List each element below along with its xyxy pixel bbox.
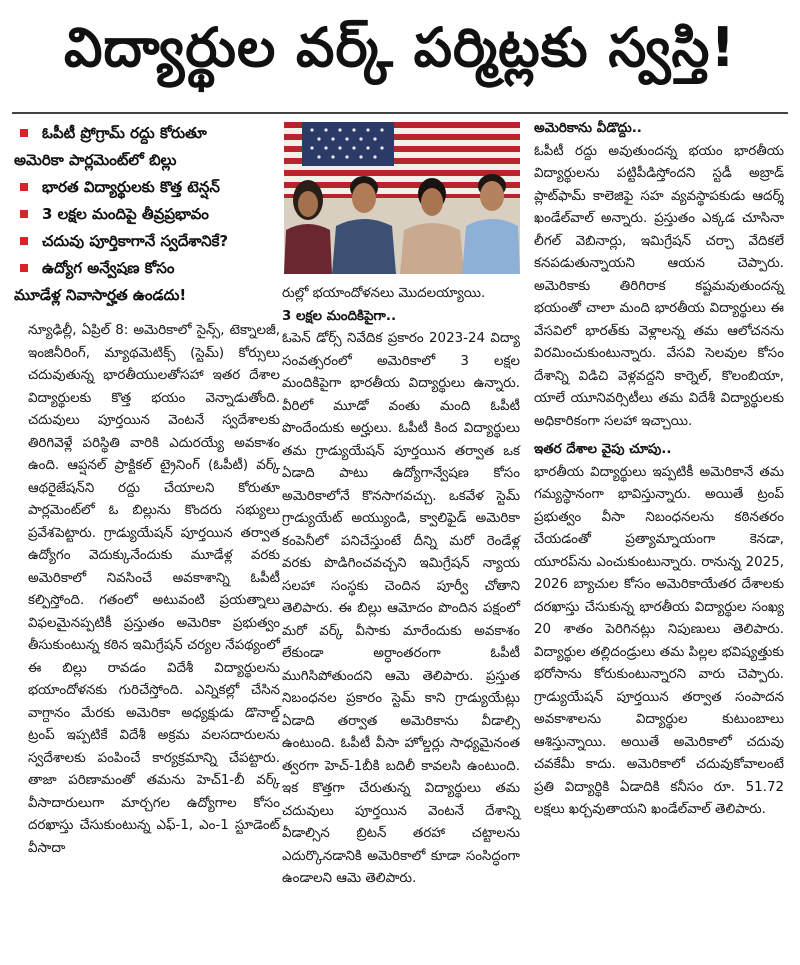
headline-rule <box>12 112 788 114</box>
article-paragraph: రుల్లో భయాందోళనలు మొదలయ్యాయి. <box>282 286 486 301</box>
bullet-item: భారత విద్యార్థులకు కొత్త టెన్షన్ <box>14 174 276 201</box>
bullet-square-icon <box>20 264 28 272</box>
article-column-1 <box>28 320 280 860</box>
article-paragraph: ఓపెన్ డోర్స్ నివేదిక ప్రకారం 2023-24 విద్యా సంవత్సరంలో అమెరికాలో 3 లక్షల మందికిపైగా భారతీయ విద్యార్థులు ఉన్నారు. వీరిలో మూడో వంతు మంది ఓపీటీ పొందేందుకు అర్హులు. ఓపీటీ కింద విద్యార్థులు తమ గ్రాడ్యుయేషన్ పూర్తయిన తర్వాత ఒక ఏడాది పాటు ఉద్యోగాన్వేషణ కోసం అమెరికాలోనే కొనసాగవచ్చు. ఒకవేళ స్టెమ్ గ్రాడ్యుయేట్ అయ్యుండి, క్వాలిఫైడ్ అమెరికా కంపెనీలో పనిచేస్తుంటే దీన్ని మరో రెండేళ్ల వరకు పొడిగించవచ్చని ఇమిగ్రేషన్ న్యాయ సలహా సంస్థకు చెందిన పూర్వీ చోతాని తెలిపారు. ఈ బిల్లు ఆమోదం పొందిన పక్షంలో మరో వర్క్ వీసాకు మారేందుకు అవకాశం లేకుండా అర్ధాంతరంగా ఓపీటీ ముగిసిపోతుందని ఆమె తెలిపారు. ప్రస్తుత నిబంధనల ప్రకారం స్టెమ్ కాని గ్రాడ్యుయేట్లు ఏడాది తర్వాత అమెరికాను వీడాల్సి ఉంటుంది. ఓపీటీ వీసా హోల్డర్లు సాధ్యమైనంత త్వరగా హెచ్-1బీకి బదిలీ కావలసి ఉంటుంది. ఇక కొత్తగా చేరుతున్న విద్యార్థులు తమ చదువులు పూర్తయిన వెంటనే దేశాన్ని వీడాల్సిన బ్రిటన్ తరహా చట్టాలను ఎదుర్కొనడానికి అమెరికాలో కూడా సంసిద్ధంగా ఉండాలని ఆమె తెలిపారు. <box>282 331 520 886</box>
bullet-square-icon <box>20 183 28 191</box>
article-column-2 <box>282 283 520 891</box>
article-column-3 <box>534 118 784 822</box>
subheading: 3 లక్షల మందికిపైగా.. <box>282 308 397 324</box>
bullet-item: చదువు పూర్తికాగానే స్వదేశానికే? <box>14 228 276 255</box>
bullet-list <box>14 120 276 309</box>
article-paragraph: ఓపీటీ రద్దు అవుతుందన్న భయం భారతీయ విద్యార్థులను పట్టిపీడిస్తోందని స్టడీ అబ్రాడ్ ప్లాట్‌ఫామ్ కాలెజిఫై సహ వ్యవస్థాపకుడు ఆదర్శ్ ఖండేల్‌వాల్ అన్నారు. ప్రస్తుతం ఎక్కడ చూసినా లీగల్ వెబినార్లు, ఇమిగ్రేషన్ చర్చా వేదికలే కనపడుతున్నాయని ఆయన చెప్పారు. అమెరికాకు తిరిగిరాక కష్టమవుతుందన్న భయంతో చాలా మంది భారతీయ విద్యార్థులు ఈ వేసవిలో భారత్‌కు వెళ్లాలన్న తమ ఆలోచనను విరమించుకుంటున్నారు. వేసవి సెలవుల కోసం దేశాన్ని విడిచి వెళ్లవద్దని కార్నెల్, కొలంబియా, యాలే యూనివర్సిటీలు తమ విదేశీ విద్యార్థులకు అధికారికంగా సలహా ఇచ్చాయి. <box>534 143 784 429</box>
bullet-square-icon <box>20 210 28 218</box>
article-paragraph: భారతీయ విద్యార్థులు ఇప్పటికీ అమెరికానే తమ గమ్యస్థానంగా భావిస్తున్నారు. అయితే ట్రంప్ ప్రభుత్వం వీసా నిబంధనలను కఠినతరం చేయడంతో ప్రత్యామ్నాయంగా కెనడా, యూరప్‌ను ఎంచుకుంటున్నారు. రానున్న 2025, 2026 బ్యాచుల కోసం అమెరికాయేతర దేశాలకు దరఖాస్తు చేసుకున్న భారతీయ విద్యార్థుల సంఖ్య 20 శాతం పెరిగినట్లు నిపుణులు తెలిపారు. విద్యార్థుల తల్లిదండ్రులు తమ పిల్లల భవిష్యత్తుకు భరోసాను కోరుకుంటున్నారని వారు చెప్పారు. గ్రాడ్యుయేషన్ పూర్తయిన తర్వాత సంపాదన అవకాశాలను విద్యార్థుల కుటుంబాలు ఆశిస్తున్నాయి. అయితే అమెరికాలో చదువు చవకేమీ కాదు. అమెరికాలో చదువుకోవాలంటే ప్రతి విద్యార్థికి ఏడాదికి కనీసం రూ. 51.72 లక్షలు ఖర్చవుతాయని ఖండేల్‌వాల్ తెలిపారు. <box>534 464 784 817</box>
bullet-item-continuation: మూడేళ్ల నివాసార్హత ఉండదు! <box>14 286 187 304</box>
bullet-item-continuation: అమెరికా పార్లమెంట్‌లో బిల్లు <box>14 151 177 169</box>
bullet-item: 3 లక్షల మందిపై తీవ్రప్రభావం <box>14 201 276 228</box>
subheading: ఇతర దేశాల వైపు చూపు.. <box>534 442 672 457</box>
bullet-item: ఓపీటీ ప్రోగ్రామ్ రద్దు కోరుతూ <box>14 120 276 147</box>
bullet-square-icon <box>20 129 28 137</box>
article-paragraph: న్యూఢిల్లీ, ఏప్రిల్ 8: అమెరికాలో సైన్స్, టెక్నాలజీ, ఇంజినీరింగ్, మ్యాథమెటిక్స్ (స్టెమ్) కోర్సులు చదువుతున్న భారతీయులతోసహా ఇతర దేశాల విద్యార్థులకు కొత్త భయం వెన్నాడుతోంది. చదువులు పూర్తయిన వెంటనే స్వదేశాలకు తిరిగివెళ్లే పరిస్థితి వారికి ఎదురయ్యే అవకాశం ఉంది. ఆప్షనల్ ప్రాక్టికల్ ట్రైనింగ్ (ఓపీటీ) వర్క్ ఆథరైజేషన్‌ని రద్దు చేయాలని కోరుతూ పార్లమెంట్‌లో ఓ బిల్లును కొందరు సభ్యులు ప్రవేశపెట్టారు. గ్రాడ్యుయేషన్ పూర్తయిన తర్వాత ఉద్యోగం వెదుక్కునేందుకు మూడేళ్ల వరకు అమెరికాలో నివసించే అవకాశాన్ని ఓపీటీ కల్పిస్తోంది. గతంలో అటువంటి ప్రయత్నాలు విఫలమైనప్పటికీ ప్రస్తుతం అమెరికా ప్రభుత్వం తీసుకుంటున్న కఠిన ఇమిగ్రేషన్ చర్యల నేపథ్యంలో ఈ బిల్లు రావడం విదేశీ విద్యార్థులను భయాందోళనకు గురిచేస్తోంది. ఎన్నికల్లో చేసిన వాగ్దానం మేరకు అమెరికా అధ్యక్షుడు డొనాల్డ్ ట్రంప్ ఇప్పటికే విదేశీ అక్రమ వలసదారులను స్వదేశాలకు పంపించే కార్యక్రమాన్ని చేపట్టారు. తాజా పరిణామంతో తమను హెచ్1-బీ వర్క్ వీసాదారులుగా మార్చగల ఉద్యోగాల కోసం దరఖాస్తు చేసుకుంటున్న ఎఫ్-1, ఎం-1 స్టూడెంట్ వీసాదా <box>28 323 280 856</box>
headline: విద్యార్థుల వర్క్ పర్మిట్లకు స్వస్తి! <box>63 15 737 79</box>
subheading: అమెరికాను వీడొద్దు.. <box>534 121 642 136</box>
bullet-item: ఉద్యోగ అన్వేషణ కోసం <box>14 255 276 282</box>
bullet-square-icon <box>20 237 28 245</box>
us-flag-students-photo <box>284 122 520 274</box>
